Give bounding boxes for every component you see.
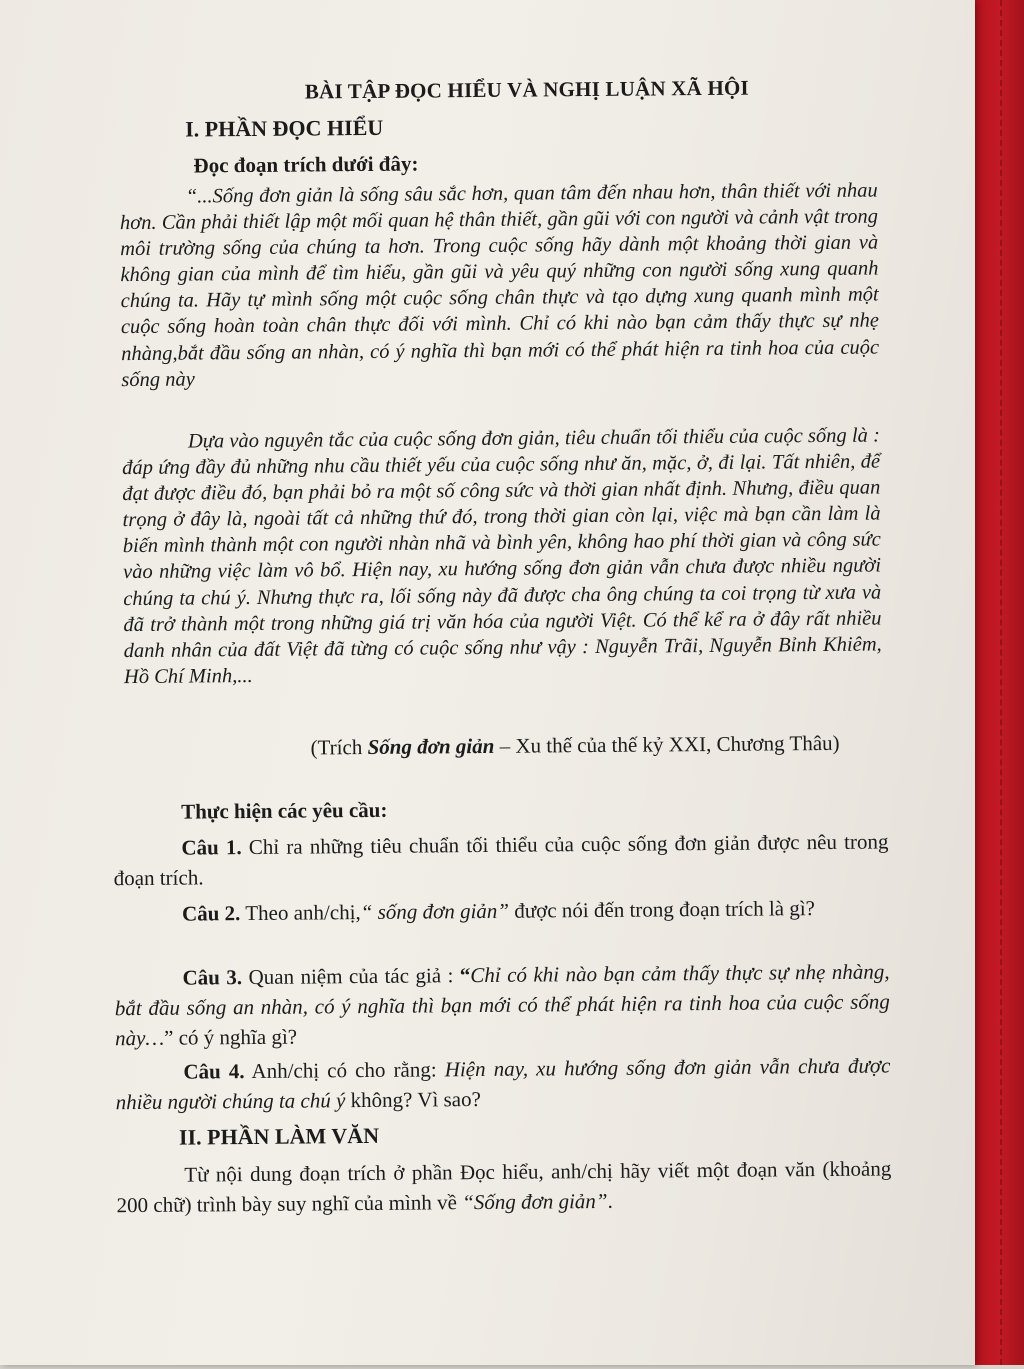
question-2 bbox=[114, 892, 889, 929]
prompt-indent bbox=[116, 1182, 184, 1183]
question-indent bbox=[114, 855, 182, 856]
question-4-before: Anh/chị có cho rằng: bbox=[251, 1057, 437, 1084]
question-indent bbox=[115, 985, 183, 986]
question-2-quote: “ sống đơn giản” bbox=[360, 898, 510, 925]
writing-prompt-quote: “Sống đơn giản” bbox=[462, 1188, 608, 1215]
writing-prompt-text: Từ nội dung đoạn trích ở phần Đọc hiểu, anh/chị hãy viết một đoạn văn (khoảng 200 chữ) trình bày suy nghĩ của mình về bbox=[116, 1156, 892, 1218]
question-3 bbox=[114, 956, 890, 1053]
citation-work-title: Sống đơn giản bbox=[367, 733, 495, 759]
paragraph-indent bbox=[120, 203, 186, 204]
part2-heading: II. PHẦN LÀM VĂN bbox=[178, 1122, 380, 1150]
question-3-quote: Chỉ có khi nào bạn cảm thấy thực sự nhẹ nhàng, bắt đầu sống an nhàn, có ý nghĩa thì bạn mới có thể phát hiện ra tinh hoa của cuộc sống này… bbox=[114, 959, 890, 1051]
citation-open: (Trích bbox=[310, 735, 363, 760]
question-4-after: không? Vì sao? bbox=[350, 1087, 481, 1113]
writing-prompt-end: . bbox=[607, 1188, 613, 1213]
tasks-heading: Thực hiện các yêu cầu: bbox=[181, 797, 388, 824]
fabric-stitching bbox=[1000, 0, 1002, 1365]
question-4-label: Câu 4. bbox=[183, 1059, 245, 1084]
question-2-before: Theo anh/chị, bbox=[245, 900, 361, 926]
question-3-before: Quan niệm của tác giả : bbox=[248, 963, 454, 990]
question-indent bbox=[114, 921, 182, 922]
part1-heading: I. PHẦN ĐỌC HIỂU bbox=[185, 114, 384, 142]
question-1-text: Chỉ ra những tiêu chuẩn tối thiểu của cuộc sống đơn giản được nêu trong đoạn trích. bbox=[113, 829, 889, 891]
reading-instruction: Đọc đoạn trích dưới đây: bbox=[193, 151, 419, 178]
question-4-quote: Hiện nay, xu hướng sống đơn giản vẫn chưa được nhiều người chúng ta chú ý bbox=[115, 1053, 891, 1115]
question-3-after: ” có ý nghĩa gì? bbox=[164, 1024, 298, 1050]
question-2-after: được nói đến trong đoạn trích là gì? bbox=[514, 896, 816, 923]
question-1-label: Câu 1. bbox=[181, 835, 242, 860]
passage-paragraph-2-text: Dựa vào nguyên tắc của cuộc sống đơn giản, tiêu chuẩn tối thiểu của cuộc sống là : đáp ứng đầy đủ những nhu cầu thiết yếu của cuộc sống như ăn, mặc, ở, đi lại. Tất nhiên, để đạt được điều đó, bạn phải bỏ ra một số công sức và thời gian nhất định. Nhưng, điều quan trọng ở đây là, ngoài tất cả những thứ đó, trong thời gian còn lại, việc mà bạn cần làm là biến mình thành một con người nhàn nhã và bình yên, không hao phí thời gian và công sức vào những việc làm vô bổ. Hiện nay, xu hướng sống đơn giản vẫn chưa được nhiều người chúng ta chú ý. Nhưng thực ra, lối sống này đã được cha ông chúng ta coi trọng từ xưa và đã trở thành một trong những giá trị văn hóa của người Việt. Có thể kể ra ở đây rất nhiều danh nhân của đất Việt đã từng có cuộc sống như vậy : Nguyễn Trãi, Nguyễn Bỉnh Khiêm, Hồ Chí Minh,... bbox=[122, 424, 882, 688]
paragraph-indent bbox=[122, 448, 188, 449]
citation-indent bbox=[121, 754, 311, 756]
citation-rest: – Xu thế của thế kỷ XXI, Chương Thâu) bbox=[499, 730, 840, 758]
passage-paragraph-1-text: “...Sống đơn giản là sống sâu sắc hơn, quan tâm đến nhau hơn, thân thiết với nhau hơn. Cần phải thiết lập một mối quan hệ thân thiết, gần gũi với con người và cảnh vật trong môi trường sống của chúng ta hơn. Trong cuộc sống hãy dành một khoảng thời gian và không gian của mình để tìm hiểu, gần gũi và yêu quý những con người sống xung quanh chúng ta. Hãy tự mình sống một cuộc sống chân thực và tạo dựng xung quanh mình một cuộc sống hoàn toàn chân thực đối với mình. Chỉ có khi nào bạn cảm thấy thực sự nhẹ nhàng,bắt đầu sống an nhàn, có ý nghĩa thì bạn mới có thể phát hiện ra tinh hoa của cuộc sống này bbox=[119, 179, 880, 391]
question-1 bbox=[113, 826, 888, 893]
question-2-label: Câu 2. bbox=[181, 901, 241, 926]
question-3-label: Câu 3. bbox=[182, 965, 243, 990]
passage-paragraph-1 bbox=[120, 178, 880, 393]
question-4 bbox=[115, 1050, 890, 1117]
writing-prompt bbox=[116, 1153, 891, 1220]
question-indent bbox=[115, 1079, 183, 1080]
citation bbox=[120, 729, 880, 765]
document-title: BÀI TẬP ĐỌC HIỂU VÀ NGHỊ LUẬN XÃ HỘI bbox=[304, 75, 749, 104]
passage-paragraph-2 bbox=[122, 423, 882, 691]
question-3-open-quote: “ bbox=[459, 963, 471, 988]
